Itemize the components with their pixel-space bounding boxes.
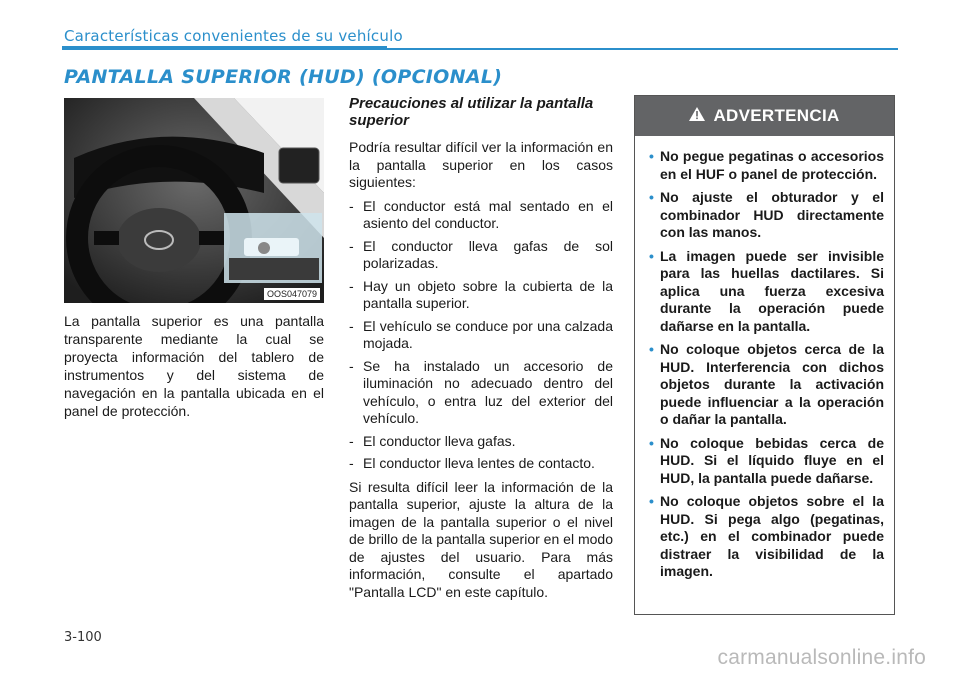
page-number: 3-100 [64, 630, 102, 645]
bullet-icon: • [649, 247, 654, 264]
intro-paragraph: La pantalla superior es una pantalla transparente mediante la cual se proyecta información del tablero de instrumentos y del sistema de navegación en la pantalla ubicada en el panel de protección. [64, 313, 324, 419]
section-title: Características convenientes de su vehículo [64, 27, 403, 45]
hud-photo [64, 98, 324, 303]
watermark: carmanualsonline.info [717, 646, 926, 669]
precautions-list [349, 198, 613, 473]
warning-item: • No ajuste el obturador y el combinador HUD directamente con las manos. [649, 189, 884, 240]
bullet-icon: • [649, 148, 654, 164]
warning-triangle-icon [689, 106, 705, 126]
list-item: - El conductor lleva gafas de sol polarizadas. [349, 237, 613, 271]
warning-title: ADVERTENCIA [713, 106, 840, 125]
header-rule-accent [62, 46, 387, 50]
bullet-icon: • [649, 189, 654, 205]
bullet-icon: • [649, 493, 654, 509]
dash-marker: - [349, 455, 354, 471]
dashboard-illustration [64, 98, 324, 303]
warning-item: • No coloque bebidas cerca de HUD. Si el líquido fluye en el HUD, la pantalla puede dañarse. [649, 434, 884, 486]
warning-item: • No pegue pegatinas o accesorios en el HUF o panel de protección. [649, 148, 884, 182]
list-item: - Hay un objeto sobre la cubierta de la pantalla superior. [349, 277, 613, 311]
dash-marker: - [349, 357, 354, 374]
list-item: - El conductor está mal sentado en el asiento del conductor. [349, 197, 613, 231]
precautions-intro: Podría resultar difícil ver la información en la pantalla superior en los casos siguientes: [349, 139, 613, 190]
list-item: - El vehículo se conduce por una calzada mojada. [349, 317, 613, 351]
warning-item: • La imagen puede ser invisible para las huellas dactilares. Si aplica una fuerza excesiva durante la operación puede dañarse en la pantalla. [649, 247, 884, 334]
list-item: - Se ha instalado un accesorio de iluminación no adecuado dentro del vehículo, o entra luz del exterior del vehículo. [349, 357, 613, 426]
dash-marker: - [349, 277, 354, 294]
dash-marker: - [349, 432, 354, 449]
warning-box [634, 95, 895, 615]
warning-item: • No coloque objetos sobre el la HUD. Si pega algo (pegatinas, etc.) en el combinador puede distraer la visibilidad de la imagen. [649, 493, 884, 579]
figure-code: OOS047079 [264, 288, 320, 300]
list-item: - El conductor lleva lentes de contacto. [349, 455, 595, 471]
precautions-column [349, 95, 613, 607]
dash-marker: - [349, 237, 354, 254]
dash-marker: - [349, 317, 354, 334]
list-item: - El conductor lleva gafas. [349, 432, 516, 449]
bullet-icon: • [649, 341, 654, 357]
warning-header [635, 96, 894, 136]
page-heading: PANTALLA SUPERIOR (HUD) (OPCIONAL) [64, 66, 503, 88]
precautions-closing: Si resulta difícil leer la información de la pantalla superior, ajuste la altura de la imagen de la pantalla superior o el nivel de brillo de la pantalla superior en el modo de ajustes del usuario. Para más información, consulte el apartado "Pantalla LCD" en este capítulo. [349, 478, 613, 600]
bullet-icon: • [649, 434, 654, 451]
precautions-heading: Precauciones al utilizar la pantalla superior [349, 95, 594, 129]
warning-list [635, 136, 894, 581]
warning-item: • No coloque objetos cerca de la HUD. Interferencia con dichos objetos durante la activación puede influenciar a la operación o dañar la pantalla. [649, 341, 884, 427]
dash-marker: - [349, 197, 354, 214]
